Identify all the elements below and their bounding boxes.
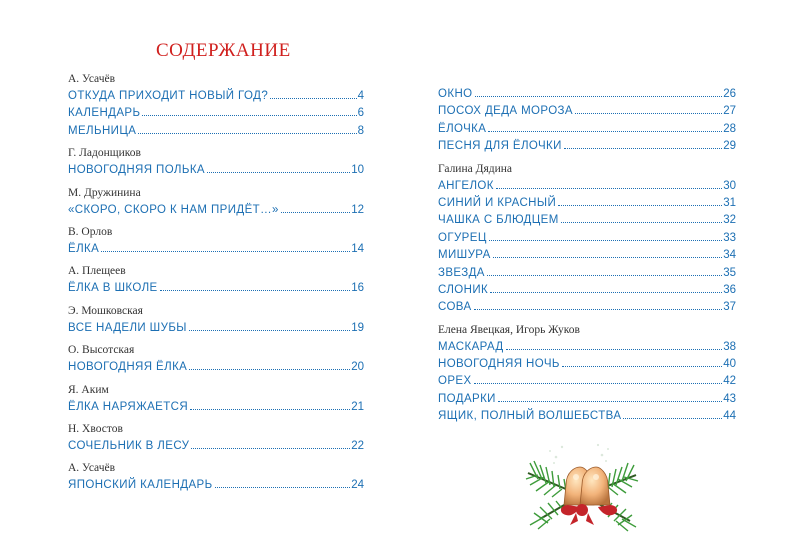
- toc-page-number: 10: [351, 164, 364, 177]
- toc-page-number: 30: [723, 179, 736, 192]
- dot-leader: [623, 417, 722, 419]
- toc-entry[interactable]: [438, 282, 736, 299]
- author-name: В. Орлов: [68, 225, 113, 238]
- dot-leader: [490, 291, 722, 293]
- toc-page-number: 8: [357, 124, 364, 137]
- toc-entry-title: НОВОГОДНЯЯ ПОЛЬКА: [68, 164, 206, 177]
- toc-page-number: 6: [357, 107, 364, 120]
- toc-entry[interactable]: [68, 162, 364, 179]
- toc-page-number: 38: [723, 340, 736, 353]
- toc-page-number: 40: [723, 358, 736, 371]
- toc-page-number: 21: [351, 400, 364, 413]
- dot-leader: [561, 221, 723, 223]
- toc-entry-title: ЁЛКА В ШКОЛЕ: [68, 282, 158, 295]
- toc-entry[interactable]: [68, 320, 364, 337]
- author-name: Галина Дядина: [438, 162, 512, 175]
- dot-leader: [558, 204, 722, 206]
- dot-leader: [190, 408, 350, 410]
- toc-entry[interactable]: [438, 299, 736, 316]
- author-name: О. Высотская: [68, 344, 135, 357]
- dot-leader: [575, 112, 722, 114]
- toc-page-number: 29: [723, 140, 736, 153]
- toc-entry-title: СИНИЙ И КРАСНЫЙ: [438, 196, 557, 209]
- toc-entry-title: ОРЕХ: [438, 375, 472, 388]
- dot-leader: [487, 274, 722, 276]
- toc-entry-title: ПОДАРКИ: [438, 392, 496, 405]
- toc-entry-title: МАСКАРАД: [438, 340, 504, 353]
- dot-leader: [564, 147, 722, 149]
- author-name: Елена Явецкая, Игорь Жуков: [438, 323, 580, 336]
- toc-entry[interactable]: [68, 280, 364, 297]
- toc-page-number: 37: [723, 301, 736, 314]
- contents-title: СОДЕРЖАНИЕ: [156, 40, 291, 61]
- toc-entry-title: ОКНО: [438, 88, 473, 100]
- toc-page-number: 26: [723, 88, 736, 100]
- toc-right-column: [438, 86, 736, 426]
- toc-entry-title: ЁЛОЧКА: [438, 122, 487, 135]
- dot-leader: [191, 447, 350, 449]
- toc-page-number: 43: [723, 392, 736, 405]
- author-name: А. Плещеев: [68, 265, 126, 278]
- dot-leader: [160, 289, 351, 291]
- toc-entry[interactable]: [438, 265, 736, 282]
- toc-page-number: 34: [723, 249, 736, 262]
- toc-entry-title: «СКОРО, СКОРО К НАМ ПРИДЁТ…»: [68, 203, 279, 216]
- toc-entry[interactable]: [68, 105, 364, 122]
- toc-page-number: 44: [723, 410, 736, 423]
- toc-page-number: 35: [723, 266, 736, 279]
- toc-entry[interactable]: [438, 391, 736, 408]
- dot-leader: [189, 329, 350, 331]
- author-name: А. Усачёв: [68, 462, 116, 475]
- dot-leader: [496, 187, 722, 189]
- toc-entry[interactable]: [438, 339, 736, 356]
- toc-page-number: 31: [723, 196, 736, 209]
- toc-page-number: 33: [723, 231, 736, 244]
- author-name: Н. Хвостов: [68, 422, 123, 435]
- toc-entry-title: ПЕСНЯ ДЛЯ ЁЛОЧКИ: [438, 140, 562, 153]
- toc-entry[interactable]: [438, 103, 736, 120]
- toc-page-number: 27: [723, 105, 736, 118]
- toc-entry-title: ВСЕ НАДЕЛИ ШУБЫ: [68, 321, 187, 334]
- toc-entry-title: МИШУРА: [438, 249, 491, 262]
- toc-page-number: 4: [357, 90, 364, 102]
- toc-page-number: 14: [351, 242, 364, 255]
- toc-entry-title: ЁЛКА: [68, 242, 100, 255]
- toc-entry-title: ОГУРЕЦ: [438, 231, 487, 244]
- dot-leader: [489, 239, 722, 241]
- toc-page-number: 24: [351, 479, 364, 492]
- toc-page-number: 19: [351, 321, 364, 334]
- toc-entry[interactable]: [438, 408, 736, 425]
- toc-entry[interactable]: [438, 121, 736, 138]
- toc-entry-title: ЯЩИК, ПОЛНЫЙ ВОЛШЕБСТВА: [438, 410, 622, 423]
- dot-leader: [142, 114, 356, 116]
- dot-leader: [498, 400, 722, 402]
- toc-entry[interactable]: [68, 123, 364, 140]
- toc-entry-title: ЁЛКА НАРЯЖАЕТСЯ: [68, 400, 189, 413]
- dot-leader: [207, 171, 350, 173]
- dot-leader: [215, 486, 351, 488]
- toc-page-number: 36: [723, 283, 736, 296]
- toc-page-number: 42: [723, 375, 736, 388]
- toc-entry-title: НОВОГОДНЯЯ НОЧЬ: [438, 358, 560, 371]
- toc-page-number: 12: [351, 203, 364, 216]
- toc-left-column: [68, 71, 364, 495]
- toc-entry-title: МЕЛЬНИЦА: [68, 124, 137, 137]
- toc-entry-title: АНГЕЛОК: [438, 179, 494, 192]
- toc-page-number: 28: [723, 122, 736, 135]
- toc-entry[interactable]: [438, 86, 736, 103]
- toc-entry[interactable]: [438, 230, 736, 247]
- toc-entry-title: СЛОНИК: [438, 283, 489, 296]
- dot-leader: [281, 211, 350, 213]
- dot-leader: [562, 365, 722, 367]
- toc-entry[interactable]: [438, 212, 736, 229]
- author-name: Э. Мошковская: [68, 304, 143, 317]
- dot-leader: [488, 130, 722, 132]
- right-page: [400, 0, 800, 539]
- toc-entry-title: КАЛЕНДАРЬ: [68, 107, 141, 120]
- toc-entry[interactable]: [68, 88, 364, 105]
- toc-entry[interactable]: [438, 195, 736, 212]
- dot-leader: [506, 348, 723, 350]
- toc-entry-title: ОТКУДА ПРИХОДИТ НОВЫЙ ГОД?: [68, 90, 269, 102]
- toc-page-number: 16: [351, 282, 364, 295]
- toc-entry-title: СОЧЕЛЬНИК В ЛЕСУ: [68, 439, 190, 452]
- dot-leader: [493, 256, 723, 258]
- toc-entry[interactable]: [68, 202, 364, 219]
- toc-entry-title: ЧАШКА С БЛЮДЦЕМ: [438, 214, 559, 227]
- toc-entry[interactable]: [438, 138, 736, 155]
- toc-entry[interactable]: [68, 438, 364, 455]
- toc-entry[interactable]: [68, 241, 364, 258]
- toc-entry-title: ЯПОНСКИЙ КАЛЕНДАРЬ: [68, 479, 213, 492]
- dot-leader: [475, 95, 723, 97]
- toc-entry-title: ЗВЕЗДА: [438, 266, 485, 279]
- author-name: А. Усачёв: [68, 73, 116, 85]
- toc-entry[interactable]: [68, 399, 364, 416]
- dot-leader: [474, 308, 723, 310]
- toc-page-number: 22: [351, 439, 364, 452]
- toc-entry-title: СОВА: [438, 301, 472, 314]
- dot-leader: [474, 382, 723, 384]
- toc-entry-title: НОВОГОДНЯЯ ЁЛКА: [68, 361, 188, 374]
- toc-entry[interactable]: [438, 373, 736, 390]
- toc-entry[interactable]: [438, 178, 736, 195]
- toc-entry[interactable]: [68, 359, 364, 376]
- toc-entry-title: ПОСОХ ДЕДА МОРОЗА: [438, 105, 573, 118]
- author-name: М. Дружинина: [68, 186, 141, 199]
- toc-entry[interactable]: [438, 247, 736, 264]
- toc-page-number: 20: [351, 361, 364, 374]
- author-name: Г. Ладонщиков: [68, 147, 141, 160]
- dot-leader: [270, 97, 356, 99]
- dot-leader: [138, 132, 356, 134]
- christmas-bells-ornament: [520, 433, 644, 533]
- author-name: Я. Аким: [68, 383, 109, 396]
- toc-entry[interactable]: [68, 477, 364, 494]
- toc-page-number: 32: [723, 214, 736, 227]
- toc-entry[interactable]: [438, 356, 736, 373]
- dot-leader: [101, 250, 350, 252]
- dot-leader: [189, 368, 350, 370]
